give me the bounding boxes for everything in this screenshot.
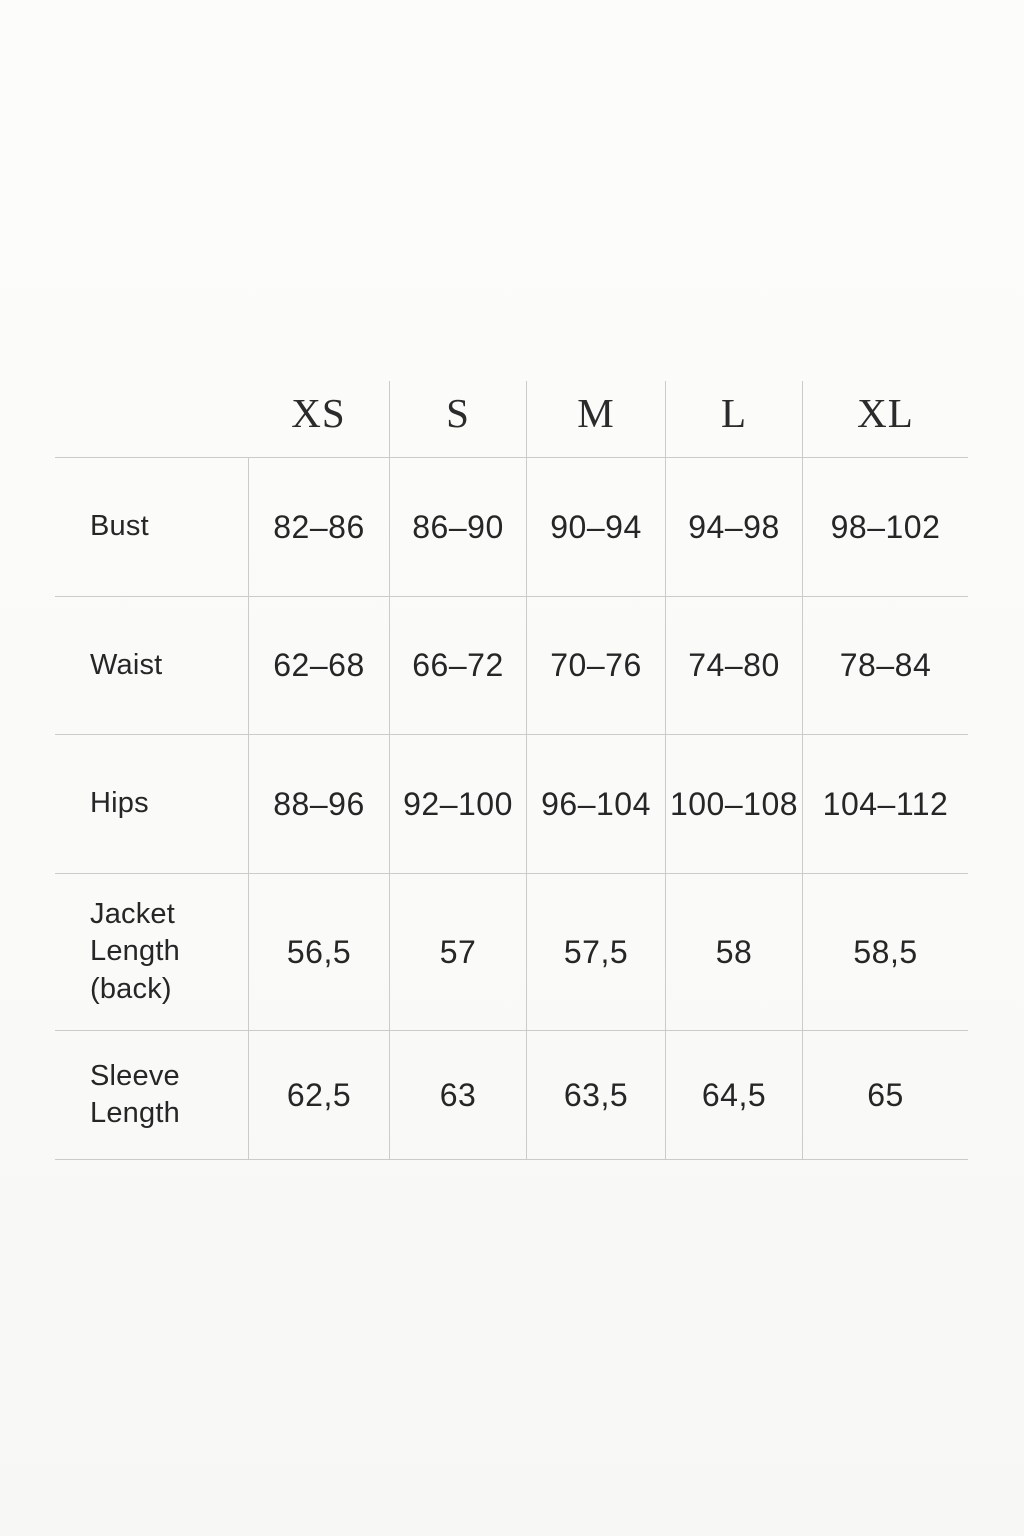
table-row-jacket-length bbox=[55, 873, 968, 1030]
table-row-waist bbox=[55, 596, 968, 734]
row-label: Sleeve Length bbox=[90, 1059, 180, 1129]
size-value-cell: 57,5 bbox=[526, 874, 665, 1030]
table-row-hips bbox=[55, 734, 968, 873]
size-value-cell: 62,5 bbox=[248, 1031, 389, 1159]
size-value-cell: 92–100 bbox=[389, 735, 526, 873]
size-value-cell: 82–86 bbox=[248, 458, 389, 596]
size-value-cell: 64,5 bbox=[665, 1031, 802, 1159]
column-header-xl: XL bbox=[802, 381, 968, 457]
header-spacer-cell bbox=[55, 381, 248, 457]
size-value-cell: 56,5 bbox=[248, 874, 389, 1030]
size-value-cell: 90–94 bbox=[526, 458, 665, 596]
column-header-s: S bbox=[389, 381, 526, 457]
size-chart-table bbox=[55, 381, 968, 1160]
row-label: Bust bbox=[90, 510, 149, 543]
size-value-cell: 74–80 bbox=[665, 597, 802, 734]
size-value-cell: 65 bbox=[802, 1031, 968, 1159]
size-value-cell: 96–104 bbox=[526, 735, 665, 873]
size-value-cell: 98–102 bbox=[802, 458, 968, 596]
column-header-l: L bbox=[665, 381, 802, 457]
table-row-sleeve-length bbox=[55, 1030, 968, 1160]
size-value-cell: 94–98 bbox=[665, 458, 802, 596]
size-value-cell: 78–84 bbox=[802, 597, 968, 734]
table-row-bust bbox=[55, 457, 968, 596]
size-value-cell: 63 bbox=[389, 1031, 526, 1159]
column-header-xs: XS bbox=[291, 390, 346, 436]
size-value-cell: 63,5 bbox=[526, 1031, 665, 1159]
size-value-cell: 58 bbox=[665, 874, 802, 1030]
size-chart-header-row bbox=[55, 381, 968, 457]
size-value-cell: 88–96 bbox=[248, 735, 389, 873]
size-value-cell: 100–108 bbox=[665, 735, 802, 873]
size-value-cell: 62–68 bbox=[248, 597, 389, 734]
row-label: Jacket Length (back) bbox=[90, 898, 180, 1005]
row-label: Hips bbox=[90, 787, 149, 820]
size-value-cell: 66–72 bbox=[389, 597, 526, 734]
size-value-cell: 86–90 bbox=[389, 458, 526, 596]
column-header-m: M bbox=[526, 381, 665, 457]
row-label: Waist bbox=[90, 648, 163, 681]
size-value-cell: 57 bbox=[389, 874, 526, 1030]
size-value-cell: 104–112 bbox=[802, 735, 968, 873]
size-value-cell: 58,5 bbox=[802, 874, 968, 1030]
size-value-cell: 70–76 bbox=[526, 597, 665, 734]
